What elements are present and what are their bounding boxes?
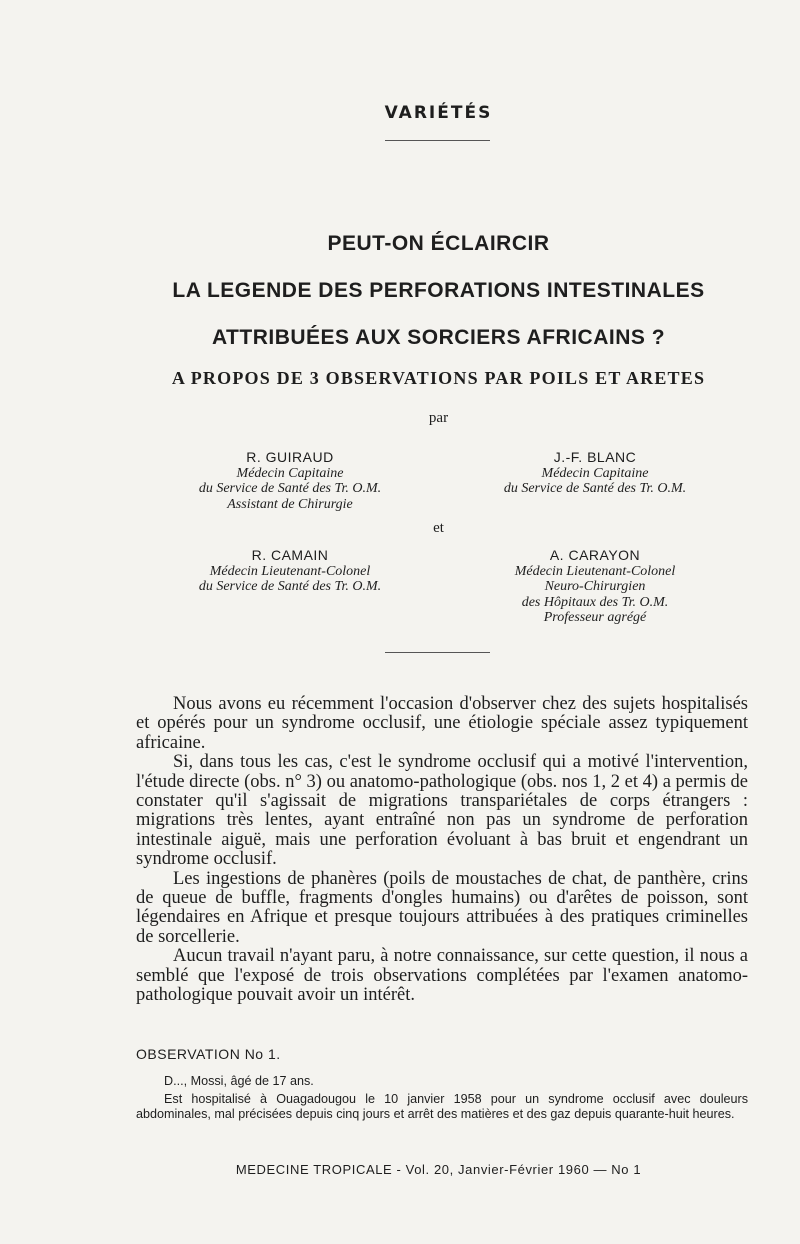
author-position: Assistant de Chirurgie xyxy=(227,496,353,512)
article-subtitle: A PROPOS DE 3 OBSERVATIONS PAR POILS ET ARETES xyxy=(171,368,706,388)
body-paragraph: Aucun travail n'ayant paru, à notre connaissance, sur cette question, il nous a semblé que l'exposé de trois observations complétées par l'examen anatomo-pathologique pouvait avoir un intérêt. xyxy=(136,946,748,1006)
author-service: du Service de Santé des Tr. O.M. xyxy=(198,579,382,594)
section-label: VARIÉTÉS xyxy=(384,103,493,123)
author-blanc xyxy=(455,450,735,497)
byline-divider xyxy=(385,652,490,653)
title-line-2: LA LEGENDE DES PERFORATIONS INTESTINALES xyxy=(172,279,705,302)
author-title: Médecin Lieutenant-Colonel xyxy=(514,563,676,579)
author-specialty: Neuro-Chirurgien xyxy=(544,579,646,594)
byline-et: et xyxy=(433,520,444,536)
author-guiraud xyxy=(150,450,430,512)
author-camain xyxy=(150,548,430,595)
author-name: R. CAMAIN xyxy=(251,547,329,563)
author-title: Médecin Capitaine xyxy=(541,465,649,481)
body-paragraph: Les ingestions de phanères (poils de moustaches de chat, de panthère, crins de queue de buffle, fragments d'ongles humains) ou d'arêtes de poisson, sont légendaires en Afrique et presque toujours attribuées à des pratiques criminelles de sorcellerie. xyxy=(136,868,748,947)
byline-par: par xyxy=(428,410,449,426)
author-carayon xyxy=(455,548,735,626)
observation-heading: OBSERVATION No 1. xyxy=(136,1046,281,1062)
author-service: du Service de Santé des Tr. O.M. xyxy=(198,481,382,496)
observation-body xyxy=(136,1074,748,1122)
author-service: des Hôpitaux des Tr. O.M. xyxy=(521,594,669,610)
journal-footer: MEDECINE TROPICALE - Vol. 20, Janvier-Février 1960 — No 1 xyxy=(235,1162,642,1177)
observation-paragraph: Est hospitalisé à Ouagadougou le 10 janvier 1958 pour un syndrome occlusif avec douleurs abdominales, mal précisées depuis cinq jours et arrêt des matières et des gaz depuis quarante-huit heures. xyxy=(136,1092,748,1121)
author-rank: Professeur agrégé xyxy=(543,610,647,625)
body-paragraph: Nous avons eu récemment l'occasion d'observer chez des sujets hospitalisés et opérés pour un syndrome occlusif, une étiologie spéciale assez typiquement africaine. xyxy=(136,694,748,753)
author-name: A. CARAYON xyxy=(549,547,641,563)
body-paragraph: Si, dans tous les cas, c'est le syndrome occlusif qui a motivé l'intervention, l'étude directe (obs. n° 3) ou anatomo-pathologique (obs. nos 1, 2 et 4) a permis de constater qu'il s'agissait de migrations transpariétales de corps étrangers : migrations très lentes, ayant entraîné non pas un syndrome de perforation intestinale aiguë, mais une perforation évoluant à bas bruit et engendrant un syndrome occlusif. xyxy=(136,752,748,870)
article-body xyxy=(136,695,748,1006)
observation-paragraph: D..., Mossi, âgé de 17 ans. xyxy=(164,1074,314,1088)
author-name: R. GUIRAUD xyxy=(246,449,334,465)
section-divider xyxy=(385,140,490,141)
author-title: Médecin Capitaine xyxy=(236,465,344,481)
title-line-1: PEUT-ON ÉCLAIRCIR xyxy=(327,232,550,255)
author-title: Médecin Lieutenant-Colonel xyxy=(209,563,371,579)
author-service: du Service de Santé des Tr. O.M. xyxy=(503,481,687,496)
author-name: J.-F. BLANC xyxy=(553,449,637,465)
title-line-3: ATTRIBUÉES AUX SORCIERS AFRICAINS ? xyxy=(211,326,666,349)
